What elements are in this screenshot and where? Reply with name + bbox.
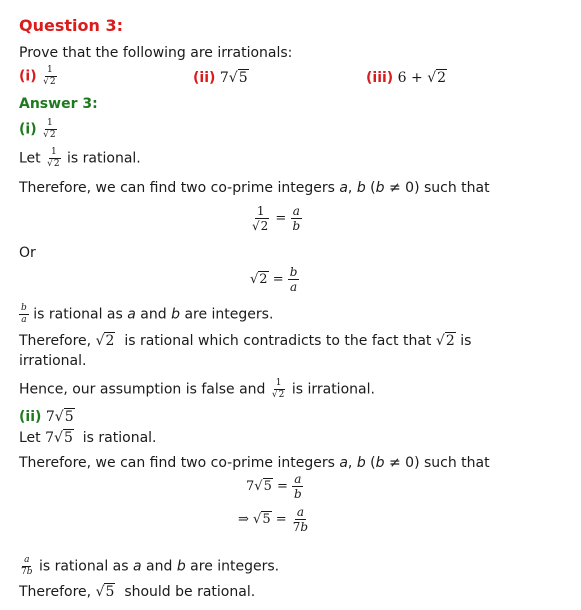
answer-ii-let-line: Let 7√5 is rational. <box>19 430 157 446</box>
answer-i-label: (i) <box>19 121 37 138</box>
answer-ii-rational-as: $\frac{a}{7b}$ is rational as a and b are integers. <box>21 555 280 577</box>
question-part-iii <box>366 70 447 86</box>
answer-i-let-line <box>19 148 141 169</box>
part-i-expression: $\frac{1}{√2}$ <box>43 65 56 87</box>
therefore1-text: Therefore, we can find two co-prime integers <box>19 180 335 196</box>
let-expression: $\frac{1}{√2}$ <box>47 147 60 169</box>
answer-i-therefore2: Therefore, √2 is rational which contradicts to the fact that √2 is <box>19 333 472 349</box>
part-iii-label: (iii) <box>366 70 394 86</box>
answer-i-or: Or <box>19 245 36 261</box>
ii-therefore2-suffix: should be rational. <box>124 584 256 600</box>
hence-suffix: is irrational. <box>291 381 375 398</box>
part-ii-expression: 7√5 <box>219 70 248 86</box>
equation-root5-eq-a-over-7b: ⇒ √5 = $\frac{a}{7b}$ <box>238 505 309 534</box>
answer-ii-heading-expression: 7√5 <box>45 409 74 425</box>
and-text: and <box>140 306 167 323</box>
answer-i-rational-as: $\frac{b}{a}$ is rational as a and b are integers. <box>21 303 274 325</box>
ii-are-integers-text: are integers. <box>190 558 280 575</box>
equation-7root5-eq-a-over-b: 7√5 = $\frac{a}{b}$ <box>246 472 302 501</box>
equation-root2-eq-b-over-a: √2 = $\frac{b}{a}$ <box>250 265 298 294</box>
question-part-i <box>19 66 59 87</box>
answer-ii-therefore2: Therefore, √5 should be rational. <box>19 584 256 600</box>
question-part-ii <box>193 70 249 86</box>
ii-and-text: and <box>146 558 173 575</box>
therefore2-prefix: Therefore, <box>19 333 92 349</box>
ii-let-suffix: is rational. <box>82 430 157 446</box>
rational-as-text: is rational as <box>33 306 123 323</box>
part-ii-label: (ii) <box>193 70 216 86</box>
ii-therefore1-text: Therefore, we can find two co-prime integers <box>19 455 335 471</box>
answer-title: Answer 3: <box>19 96 98 112</box>
hence-prefix: Hence, our assumption is false and <box>19 381 266 398</box>
therefore2-tail: is <box>460 333 472 349</box>
answer-ii-heading <box>19 409 75 425</box>
answer-i-hence: Hence, our assumption is false and $\frac{1}{√2}$ is irrational. <box>19 378 375 400</box>
let-suffix: is rational. <box>67 150 141 167</box>
question-title: Question 3: <box>19 16 123 35</box>
let-prefix: Let <box>19 150 41 167</box>
ii-rational-as-text: is rational as <box>38 558 129 575</box>
part-i-label: (i) <box>19 68 37 85</box>
part-iii-expression: 6 + √2 <box>397 70 447 86</box>
ii-therefore2-prefix: Therefore, <box>19 584 92 600</box>
answer-ii-therefore1: Therefore, we can find two co-prime integers a, b (b ≠ 0) such that <box>19 455 490 471</box>
ii-therefore1-tail: such that <box>423 455 490 471</box>
answer-i-heading-expression: $\frac{1}{√2}$ <box>43 118 56 140</box>
are-integers-text: are integers. <box>184 306 274 323</box>
answer-i-therefore1: Therefore, we can find two co-prime integers a, b (b ≠ 0) such that <box>19 180 490 196</box>
answer-ii-label: (ii) <box>19 409 42 425</box>
answer-i-heading <box>19 119 59 140</box>
question-prompt: Prove that the following are irrationals: <box>19 45 293 61</box>
answer-i-irrational-line: irrational. <box>19 353 87 369</box>
ii-let-prefix: Let <box>19 430 41 446</box>
therefore1-tail: such that <box>423 180 490 196</box>
equation-1-over-root2-eq-a-over-b: $\frac{1}{√2}$ = $\frac{a}{b}$ <box>252 204 301 233</box>
therefore2-mid: is rational which contradicts to the fact that <box>124 333 432 349</box>
